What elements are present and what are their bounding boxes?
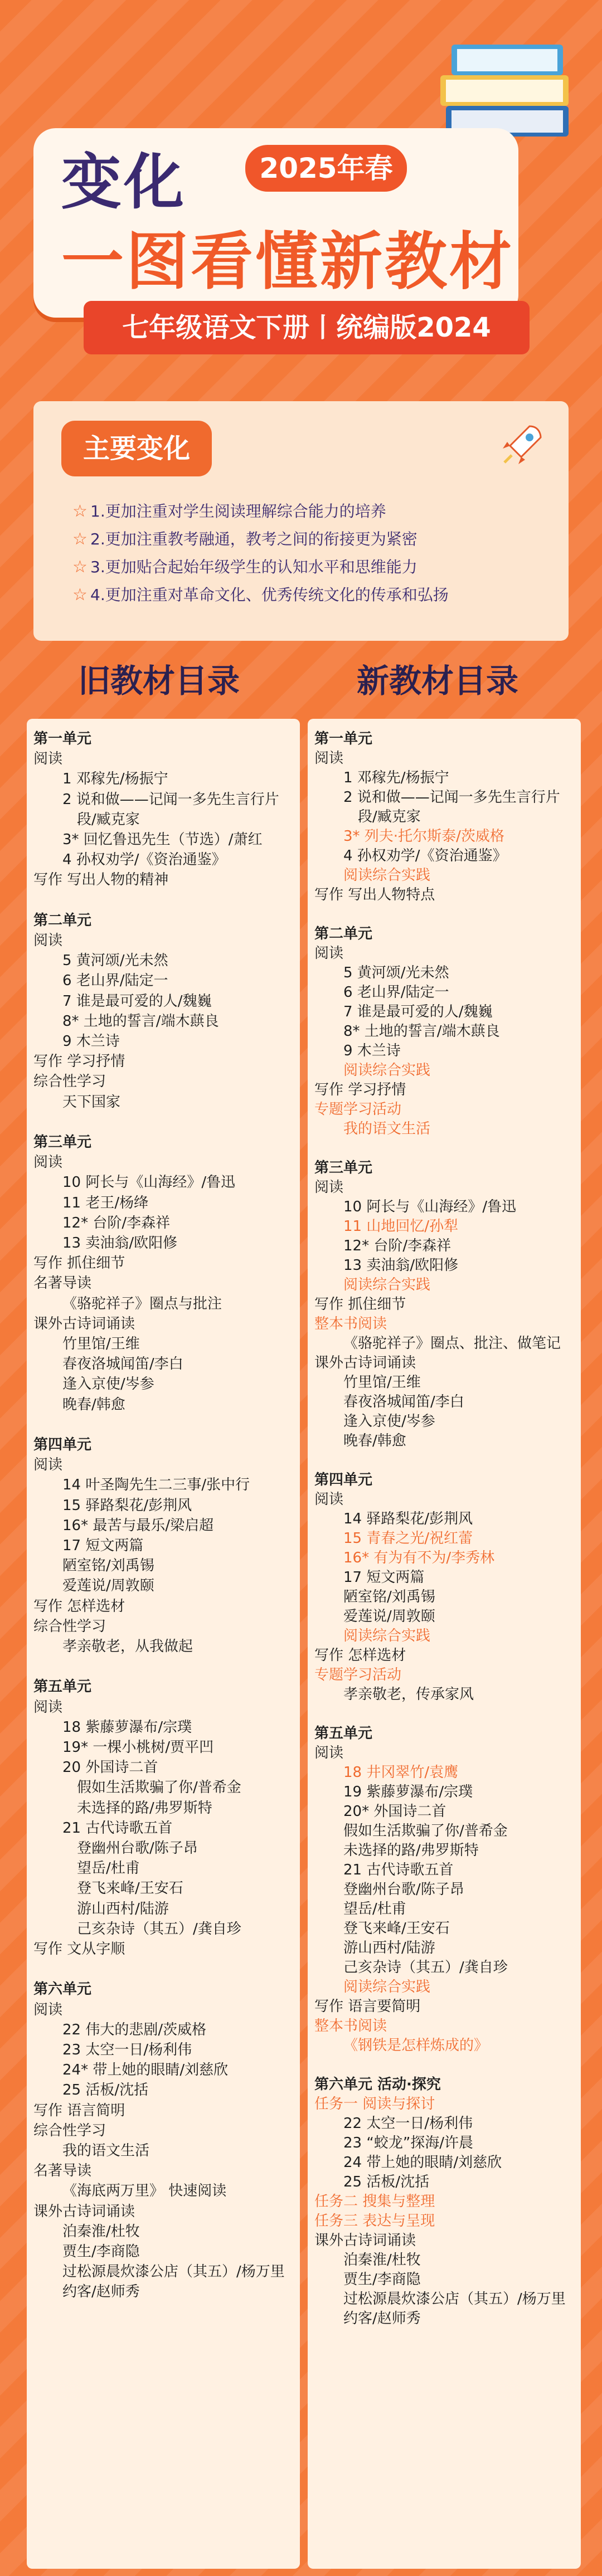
toc-line: 23 “蛟龙”探海/许晨	[343, 2135, 474, 2151]
toc-line: 阅读综合实践	[343, 867, 431, 884]
toc-line: 贾生/李商隐	[343, 2271, 421, 2288]
toc-line: 2 说和做——记闻一多先生言行片	[343, 789, 560, 806]
toc-line: 整本书阅读	[314, 2018, 387, 2034]
toc-line: 1 邓稼先/杨振宁	[343, 770, 449, 786]
toc-line: 约客/赵师秀	[343, 2310, 421, 2327]
toc-line: 2 说和做——记闻一多先生言行片	[62, 791, 279, 808]
toc-line: 陋室铭/刘禹锡	[62, 1557, 154, 1575]
toc-line: 名著导读	[33, 1275, 92, 1292]
unit-heading: 第四单元	[314, 1472, 373, 1488]
toc-line: 3* 列夫·托尔斯泰/茨威格	[343, 828, 504, 845]
toc-line: 专题学习活动	[314, 1667, 402, 1683]
toc-line: 名著导读	[33, 2163, 92, 2180]
toc-line: 1 邓稼先/杨振宁	[62, 771, 168, 788]
toc-line: 5 黄河颂/光未然	[343, 965, 449, 981]
toc-line: 逢入京使/岑参	[62, 1376, 154, 1393]
toc-line: 11 山地回忆/孙犁	[343, 1218, 459, 1235]
toc-line: 4 孙权劝学/《资治通鉴》	[343, 848, 507, 864]
toc-line: 我的语文生活	[343, 1121, 431, 1137]
toc-line: 《骆驼祥子》圈点与批注	[62, 1295, 222, 1312]
toc-line: 专题学习活动	[314, 1101, 402, 1118]
toc-line: 8* 土地的誓言/端木蕻良	[62, 1012, 219, 1030]
toc-line: 写作 语言简明	[33, 2102, 125, 2119]
toc-line: 《骆驼祥子》圈点、批注、做笔记	[343, 1335, 561, 1352]
toc-line: 15 青春之光/祝红蕾	[343, 1530, 473, 1547]
toc-line: 写作 学习抒情	[314, 1082, 406, 1098]
toc-line: 登幽州台歌/陈子昂	[343, 1881, 464, 1898]
toc-line: 11 老王/杨绛	[62, 1194, 149, 1211]
toc-line: 整本书阅读	[314, 1316, 387, 1332]
toc-line: 15 驿路梨花/彭荆风	[62, 1497, 192, 1514]
toc-line: 任务二 搜集与整理	[314, 2193, 435, 2210]
unit-heading: 第二单元	[33, 912, 92, 929]
toc-line: 阅读	[33, 2001, 63, 2018]
title-line-1: 变化	[61, 148, 187, 217]
toc-line: 写作 怎样选材	[314, 1647, 406, 1664]
toc-line: 18 井冈翠竹/袁鹰	[343, 1764, 459, 1781]
toc-line: 8* 土地的誓言/端木蕻良	[343, 1023, 500, 1040]
toc-line: 竹里馆/王维	[62, 1336, 140, 1352]
toc-line: 写作 学习抒情	[33, 1053, 125, 1070]
toc-line: 7 谁是最可爱的人/魏巍	[62, 992, 212, 1010]
toc-line: 陋室铭/刘禹锡	[343, 1589, 435, 1605]
toc-line: 阅读	[33, 751, 63, 768]
unit-heading: 第五单元	[33, 1678, 92, 1696]
toc-line: 13 卖油翁/欧阳修	[343, 1257, 459, 1274]
toc-line: 孝亲敬老，从我做起	[62, 1638, 193, 1655]
toc-line: 14 驿路梨花/彭荆风	[343, 1511, 473, 1527]
toc-line: 阅读	[33, 1457, 63, 1474]
toc-line: 写作 怎样选材	[33, 1598, 125, 1615]
toc-line: 天下国家	[62, 1093, 121, 1111]
unit-heading: 第五单元	[314, 1725, 373, 1742]
toc-line: 段/臧克家	[358, 809, 421, 825]
toc-line: 19 紫藤萝瀑布/宗璞	[343, 1784, 473, 1800]
toc-line: 20* 外国诗二首	[343, 1803, 446, 1820]
toc-line: 阅读	[314, 750, 344, 767]
unit-heading: 第二单元	[314, 926, 373, 942]
toc-line: 综合性学习	[33, 2122, 106, 2139]
toc-line: 假如生活欺骗了你/普希金	[343, 1823, 508, 1839]
toc-line: 21 古代诗歌五首	[343, 1862, 454, 1878]
toc-line: 6 老山界/陆定一	[62, 972, 168, 990]
toc-line: 24 带上她的眼睛/刘慈欣	[343, 2154, 502, 2171]
toc-line: 写作 抓住细节	[314, 1296, 406, 1313]
toc-line: 任务三 表达与呈现	[314, 2213, 435, 2229]
toc-line: 5 黄河颂/光未然	[62, 952, 168, 970]
toc-line: 《海底两万里》 快速阅读	[62, 2183, 227, 2200]
toc-line: 写作 语言要简明	[314, 1998, 421, 2015]
toc-line: 逢入京使/岑参	[343, 1413, 435, 1430]
new-toc-column	[308, 719, 581, 2569]
main-changes-tag: 主要变化	[61, 421, 212, 476]
toc-line: 《钢铁是怎样炼成的》	[343, 2037, 489, 2054]
toc-line: 贾生/李商隐	[62, 2243, 140, 2260]
toc-line: 阅读综合实践	[343, 1979, 431, 1995]
new-toc-heading: 新教材目录	[357, 662, 519, 700]
toc-line: 写作 写出人物特点	[314, 887, 435, 903]
toc-line: 泊秦淮/杜牧	[62, 2223, 140, 2240]
subtitle-bar: 七年级语文下册丨统编版2024	[84, 301, 530, 354]
unit-heading: 第一单元	[33, 731, 92, 747]
toc-line: 阅读	[314, 1179, 344, 1196]
toc-line: 22 太空一日/杨利伟	[343, 2115, 473, 2132]
toc-line: 10 阿长与《山海经》/鲁迅	[62, 1174, 236, 1191]
toc-line: 16* 有为有不为/李秀林	[343, 1550, 495, 1566]
toc-line: 14 叶圣陶先生二三事/张中行	[62, 1477, 250, 1494]
toc-line: 爱莲说/周敦颐	[62, 1577, 154, 1595]
star-icon: ☆	[72, 501, 88, 521]
unit-heading: 第六单元	[33, 1981, 92, 1998]
toc-line: 假如生活欺骗了你/普希金	[77, 1779, 241, 1796]
toc-line: 18 紫藤萝瀑布/宗璞	[62, 1718, 192, 1736]
toc-line: 7 谁是最可爱的人/魏巍	[343, 1004, 493, 1020]
unit-heading: 第一单元	[314, 731, 373, 747]
toc-line: 23 太空一日/杨利伟	[62, 2042, 192, 2058]
toc-line: 我的语文生活	[62, 2142, 150, 2159]
toc-line: 望岳/杜甫	[77, 1860, 140, 1877]
unit-heading: 第三单元	[314, 1160, 373, 1176]
toc-line: 21 古代诗歌五首	[62, 1819, 173, 1837]
toc-line: 9 木兰诗	[343, 1043, 401, 1059]
toc-line: 25 活板/沈括	[62, 2082, 149, 2099]
toc-line: 过松源晨炊漆公店（其五）/杨万里	[62, 2263, 285, 2281]
toc-line: 约客/赵师秀	[62, 2283, 140, 2301]
toc-line: 登幽州台歌/陈子昂	[77, 1840, 198, 1857]
toc-line: 写作 文从字顺	[33, 1941, 125, 1957]
toc-line: 17 短文两篇	[62, 1537, 144, 1554]
toc-line: 阅读	[33, 932, 63, 949]
year-badge: 2025年春	[245, 145, 407, 192]
old-toc-heading: 旧教材目录	[78, 662, 240, 700]
unit-heading: 第六单元 活动·探究	[314, 2076, 441, 2093]
toc-line: 竹里馆/王维	[343, 1374, 421, 1391]
toc-line: 6 老山界/陆定一	[343, 984, 449, 1001]
toc-line: 阅读	[33, 1698, 63, 1716]
toc-line: 课外古诗词诵读	[33, 2203, 135, 2220]
toc-line: 过松源晨炊漆公店（其五）/杨万里	[343, 2291, 566, 2307]
toc-line: 22 伟大的悲剧/茨威格	[62, 2021, 207, 2038]
toc-line: 阅读综合实践	[343, 1277, 431, 1293]
toc-line: 课外古诗词诵读	[33, 1315, 135, 1332]
toc-line: 19* 一棵小桃树/贾平凹	[62, 1739, 214, 1756]
star-icon: ☆	[72, 585, 88, 605]
toc-line: 17 短文两篇	[343, 1569, 425, 1586]
toc-line: 春夜洛城闻笛/李白	[62, 1356, 183, 1373]
toc-line: 未选择的路/弗罗斯特	[343, 1842, 479, 1859]
toc-line: 阅读	[33, 1154, 63, 1171]
toc-line: 己亥杂诗（其五）/龚自珍	[77, 1920, 241, 1937]
toc-line: 阅读综合实践	[343, 1062, 431, 1079]
rocket-icon	[496, 421, 546, 471]
unit-heading: 第四单元	[33, 1436, 92, 1453]
toc-line: 10 阿长与《山海经》/鲁迅	[343, 1199, 517, 1215]
toc-line: 24* 带上她的眼睛/刘慈欣	[62, 2062, 229, 2079]
toc-line: 泊秦淮/杜牧	[343, 2252, 421, 2268]
toc-line: 登飞来峰/王安石	[343, 1920, 450, 1937]
title-line-2: 一图看懂新教材	[61, 226, 514, 298]
change-item: ☆ 3.更加贴合起始年级学生的认知水平和思维能力	[72, 554, 417, 580]
toc-line: 春夜洛城闻笛/李白	[343, 1394, 464, 1410]
toc-line: 己亥杂诗（其五）/龚自珍	[343, 1959, 508, 1976]
star-icon: ☆	[72, 557, 88, 577]
toc-line: 孝亲敬老，传承家风	[343, 1686, 474, 1703]
toc-line: 3* 回忆鲁迅先生（节选）/萧红	[62, 831, 263, 848]
toc-line: 游山西村/陆游	[77, 1900, 169, 1917]
toc-line: 游山西村/陆游	[343, 1940, 435, 1956]
change-item: ☆ 2.更加注重教考融通，教考之间的衔接更为紧密	[72, 527, 417, 552]
toc-line: 13 卖油翁/欧阳修	[62, 1235, 178, 1252]
toc-line: 综合性学习	[33, 1073, 106, 1090]
toc-line: 9 木兰诗	[62, 1033, 120, 1050]
toc-line: 阅读综合实践	[343, 1628, 431, 1644]
old-toc-column	[27, 719, 300, 2569]
unit-heading: 第三单元	[33, 1134, 92, 1151]
toc-line: 未选择的路/弗罗斯特	[77, 1799, 212, 1817]
toc-line: 阅读	[314, 1491, 344, 1508]
star-icon: ☆	[72, 529, 88, 549]
change-item: ☆ 1.更加注重对学生阅读理解综合能力的培养	[72, 499, 386, 524]
toc-line: 12* 台阶/李森祥	[62, 1214, 171, 1231]
toc-line: 望岳/杜甫	[343, 1901, 406, 1917]
toc-line: 登飞来峰/王安石	[77, 1880, 183, 1897]
toc-line: 12* 台阶/李森祥	[343, 1238, 452, 1254]
toc-line: 任务一 阅读与探讨	[314, 2096, 435, 2112]
toc-line: 25 活板/沈括	[343, 2174, 430, 2190]
toc-line: 20 外国诗二首	[62, 1759, 158, 1776]
toc-line: 写作 抓住细节	[33, 1255, 125, 1272]
toc-line: 16* 最苦与最乐/梁启超	[62, 1517, 214, 1534]
toc-line: 课外古诗词诵读	[314, 1355, 416, 1371]
toc-line: 4 孙权劝学/《资治通鉴》	[62, 851, 226, 869]
change-item: ☆ 4.更加注重对革命文化、优秀传统文化的传承和弘扬	[72, 582, 449, 608]
toc-line: 段/臧克家	[77, 811, 140, 828]
toc-line: 写作 写出人物的精神	[33, 871, 169, 889]
toc-line: 阅读	[314, 1745, 344, 1761]
toc-line: 晚春/韩愈	[62, 1396, 125, 1413]
toc-line: 课外古诗词诵读	[314, 2232, 416, 2249]
toc-line: 综合性学习	[33, 1618, 106, 1635]
toc-line: 爱莲说/周敦颐	[343, 1608, 435, 1625]
toc-line: 晚春/韩愈	[343, 1433, 406, 1449]
toc-line: 阅读	[314, 945, 344, 962]
